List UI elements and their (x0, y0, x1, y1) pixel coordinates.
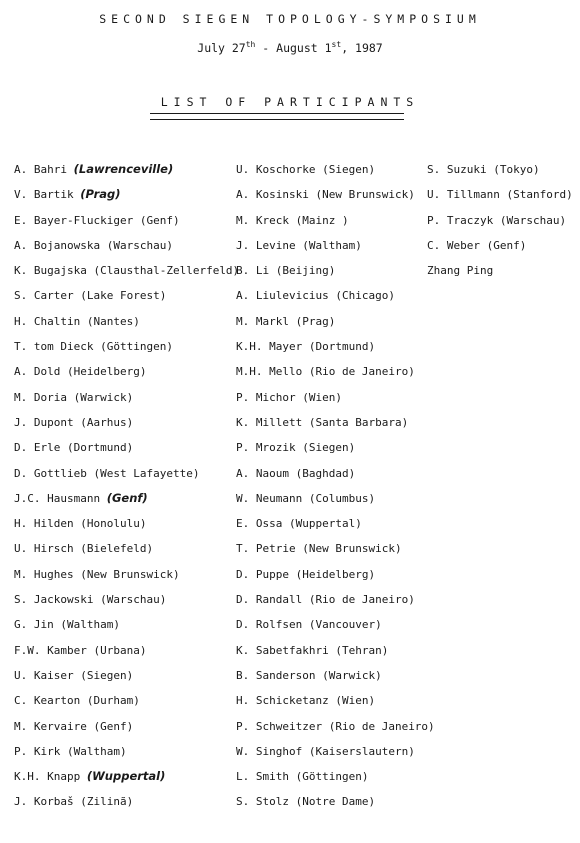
participant-affiliation: (Waltham) (302, 238, 362, 252)
participant-name: S. Suzuki (427, 163, 487, 176)
participant-affiliation: (Dortmund) (66, 441, 134, 455)
participant-entry (236, 587, 435, 612)
participant-entry (14, 511, 239, 536)
participant-affiliation: (Heidelberg) (295, 567, 376, 581)
participant-name: A. Kosinski (236, 188, 309, 202)
participant-entry (427, 233, 573, 258)
participant-name: C. Kearton (14, 694, 81, 708)
participant-name: S. Carter (14, 289, 74, 303)
participant-name: K.H. Knapp (14, 770, 81, 784)
participant-name: U. Tillmann (427, 188, 500, 202)
participant-name: M. Doria (14, 390, 67, 404)
participant-entry (14, 587, 239, 612)
participant-name: E. Ossa (236, 517, 283, 531)
participant-entry (236, 435, 435, 460)
participant-affiliation: (Genf) (486, 238, 527, 252)
participant-entry (14, 359, 239, 384)
participant-affiliation: (Honolulu) (80, 517, 147, 531)
participant-affiliation: (Columbus) (308, 491, 376, 505)
participant-name: L. Smith (236, 770, 289, 784)
participant-entry (236, 688, 435, 713)
participant-name: U. Hirsch (14, 542, 74, 556)
participant-affiliation: (West Lafayette) (93, 466, 200, 480)
participant-name: U. Kaiser (14, 668, 74, 682)
participant-affiliation: (Waltham) (60, 618, 120, 632)
participant-entry (14, 385, 239, 410)
participant-entry (236, 334, 435, 359)
participant-entry (14, 208, 239, 233)
participant-name: W. Singhof (236, 744, 303, 758)
title-underline-top (150, 113, 404, 114)
participant-name: E. Bayer-Fluckiger (14, 213, 134, 227)
participant-entry (236, 461, 435, 486)
participant-entry (427, 157, 573, 182)
participant-name: T. Petrie (236, 542, 296, 556)
participant-entry (14, 688, 239, 713)
participant-affiliation: (Notre Dame) (295, 795, 376, 809)
participant-name: P. Michor (236, 390, 296, 404)
participant-name: B. Li (236, 264, 270, 278)
participant-name: D. Gottlieb (14, 466, 87, 480)
participant-affiliation: (Göttingen) (295, 770, 369, 784)
participant-entry (14, 233, 239, 258)
participant-affiliation: (Warwick) (73, 390, 134, 404)
participant-name: D. Puppe (236, 567, 289, 581)
participant-entry (236, 283, 435, 308)
participant-entry (236, 536, 435, 561)
participant-entry (14, 714, 239, 739)
participant-name: M.H. Mello (236, 365, 303, 379)
participants-column-1 (14, 157, 239, 815)
participant-name: P. Traczyk (427, 213, 494, 227)
participant-name: B. Sanderson (236, 668, 316, 682)
participant-name: J. Dupont (14, 415, 74, 429)
participant-affiliation: (Zilinã) (80, 795, 134, 809)
list-title: LIST OF PARTICIPANTS (160, 95, 420, 109)
participant-affiliation: (Wien) (335, 694, 376, 708)
participant-entry (427, 182, 573, 207)
participant-affiliation: (Rio de Janeiro) (308, 365, 415, 379)
participant-name: K. Millett (236, 415, 303, 429)
participant-entry (14, 309, 239, 334)
participant-name: J.C. Hausmann (14, 491, 101, 505)
participant-affiliation: (Kaiserslautern) (308, 744, 415, 758)
participant-entry (14, 283, 239, 308)
participant-affiliation: (Santa Barbara) (308, 415, 409, 429)
participant-entry (236, 410, 435, 435)
participant-name: D. Rolfsen (236, 618, 303, 632)
participant-affiliation: (Genf) (139, 213, 180, 227)
participant-entry (14, 638, 239, 663)
participant-entry (14, 764, 239, 789)
participant-name: J. Korbaš (14, 795, 74, 809)
participant-name: S. Jackowski (14, 593, 94, 607)
participant-affiliation: (Tehran) (335, 643, 389, 657)
participant-affiliation: (Heidelberg) (66, 365, 147, 379)
participant-name: C. Weber (427, 238, 480, 252)
participant-name: D. Erle (14, 441, 61, 455)
participant-affiliation: (Wuppertal) (86, 769, 166, 784)
participant-name: W. Neumann (236, 491, 303, 505)
participant-name: K. Bugajska (14, 264, 87, 278)
participant-affiliation: (Tokyo) (493, 163, 540, 176)
participant-entry (14, 182, 239, 207)
participant-affiliation: (Beijing) (275, 264, 336, 278)
participant-name: M. Kreck (236, 213, 289, 227)
participant-name: D. Randall (236, 593, 303, 607)
participant-name: A. Liulevicius (236, 289, 329, 303)
participant-entry (236, 764, 435, 789)
participant-entry (236, 309, 435, 334)
participant-entry (427, 208, 573, 233)
dates-sup1: th (245, 40, 256, 49)
title-underline-bottom (150, 119, 404, 120)
participant-name: P. Mrozik (236, 441, 296, 455)
participant-affiliation: (New Brunswick) (302, 542, 402, 556)
participant-entry (236, 233, 435, 258)
participant-entry (236, 612, 435, 637)
symposium-title: SECOND SIEGEN TOPOLOGY-SYMPOSIUM (99, 12, 481, 26)
participant-name: K. Sabetfakhri (236, 643, 329, 657)
participant-affiliation: (Bielefeld) (80, 542, 154, 556)
participants-column-2 (236, 157, 435, 815)
participant-entry (236, 663, 435, 688)
participant-name: M. Kervaire (14, 719, 87, 733)
participant-affiliation: (Prag) (80, 187, 121, 202)
participant-entry (236, 562, 435, 587)
participant-affiliation: (New Brunswick) (80, 567, 180, 581)
participant-affiliation: (Nantes) (86, 314, 140, 328)
participant-entry (14, 739, 239, 764)
participant-affiliation: (Lawrenceville) (73, 162, 174, 176)
participant-entry (236, 511, 435, 536)
participant-entry (236, 182, 435, 207)
participant-entry (236, 638, 435, 663)
participant-entry (236, 789, 435, 814)
participant-affiliation: (Waltham) (66, 744, 127, 758)
participant-affiliation: (Genf) (106, 490, 148, 505)
participant-entry (14, 157, 239, 182)
participant-entry (14, 612, 239, 637)
dates-sup2: st (331, 40, 342, 49)
participant-affiliation: (Warschau) (106, 238, 173, 252)
participant-name: V. Bartik (14, 188, 74, 202)
participant-affiliation: (Rio de Janeiro) (328, 719, 435, 733)
participant-affiliation: (Clausthal-Zellerfeld) (93, 264, 240, 278)
participant-affiliation: (New Brunswick) (315, 188, 415, 202)
participant-name: U. Koschorke (236, 163, 316, 176)
participant-name: P. Schweitzer (236, 719, 323, 733)
dates-part3: , 1987 (341, 40, 383, 55)
participant-affiliation: (Vancouver) (308, 618, 382, 632)
participant-affiliation: (Baghdad) (295, 466, 356, 480)
participant-entry (236, 258, 435, 283)
participant-entry (236, 385, 435, 410)
participant-entry (236, 359, 435, 384)
participant-name: G. Jin (14, 618, 54, 632)
participant-name: F.W. Kamber (14, 643, 87, 657)
participant-entry (236, 714, 435, 739)
participant-name: H. Schicketanz (236, 694, 329, 708)
participant-name: M. Hughes (14, 567, 74, 581)
participant-entry (14, 536, 239, 561)
participants-column-3 (427, 157, 573, 283)
participant-entry (14, 435, 239, 460)
participant-affiliation: (Prag) (295, 314, 336, 328)
participant-affiliation: (Urbana) (93, 643, 147, 657)
participant-affiliation: (Rio de Janeiro) (308, 593, 415, 607)
participant-affiliation: (Lake Forest) (80, 289, 167, 303)
participant-entry (14, 663, 239, 688)
participant-name: M. Markl (236, 314, 289, 328)
participant-entry (236, 157, 435, 182)
participant-entry (14, 461, 239, 486)
participant-affiliation: (Wien) (302, 390, 342, 404)
participant-affiliation: (Stanford) (506, 188, 573, 202)
participant-name: J. Levine (236, 238, 296, 252)
participant-name: H. Chaltin (14, 314, 81, 328)
participant-affiliation: (Siegen) (80, 668, 134, 682)
participant-name: A. Dold (14, 365, 61, 379)
participant-name: A. Bahri (14, 163, 67, 176)
participant-entry (427, 258, 573, 283)
symposium-dates (0, 40, 580, 55)
participant-affiliation: (Siegen) (322, 163, 376, 176)
participant-name: A. Bojanowska (14, 238, 101, 252)
participant-entry (236, 739, 435, 764)
participant-affiliation: (Siegen) (302, 441, 356, 455)
participant-affiliation: (Mainz ) (295, 213, 349, 227)
participant-affiliation: (Warwick) (322, 668, 382, 682)
participant-name: T. tom Dieck (14, 340, 94, 354)
participant-entry (14, 789, 239, 814)
participant-affiliation: (Warschau) (499, 213, 567, 227)
dates-part2: - August 1 (255, 40, 332, 55)
participant-entry (14, 562, 239, 587)
participant-affiliation: (Dortmund) (308, 340, 376, 354)
participant-affiliation: (Warschau) (100, 593, 167, 607)
participant-name: A. Naoum (236, 466, 289, 480)
participant-name: Zhang Ping (427, 264, 494, 278)
participant-entry (14, 334, 239, 359)
participant-entry (14, 486, 239, 511)
participant-affiliation: (Wuppertal) (288, 517, 362, 531)
participant-entry (236, 208, 435, 233)
participant-affiliation: (Göttingen) (100, 340, 173, 354)
participant-name: K.H. Mayer (236, 340, 303, 354)
dates-part1: July 27 (197, 40, 246, 55)
participant-name: H. Hilden (14, 517, 74, 531)
participant-affiliation: (Genf) (93, 719, 134, 733)
participant-name: S. Stolz (236, 795, 289, 809)
participant-entry (14, 410, 239, 435)
participant-entry (236, 486, 435, 511)
participant-name: P. Kirk (14, 744, 61, 758)
participant-entry (14, 258, 239, 283)
participant-affiliation: (Durham) (86, 694, 140, 708)
participant-affiliation: (Aarhus) (80, 415, 134, 429)
participant-affiliation: (Chicago) (335, 289, 395, 303)
